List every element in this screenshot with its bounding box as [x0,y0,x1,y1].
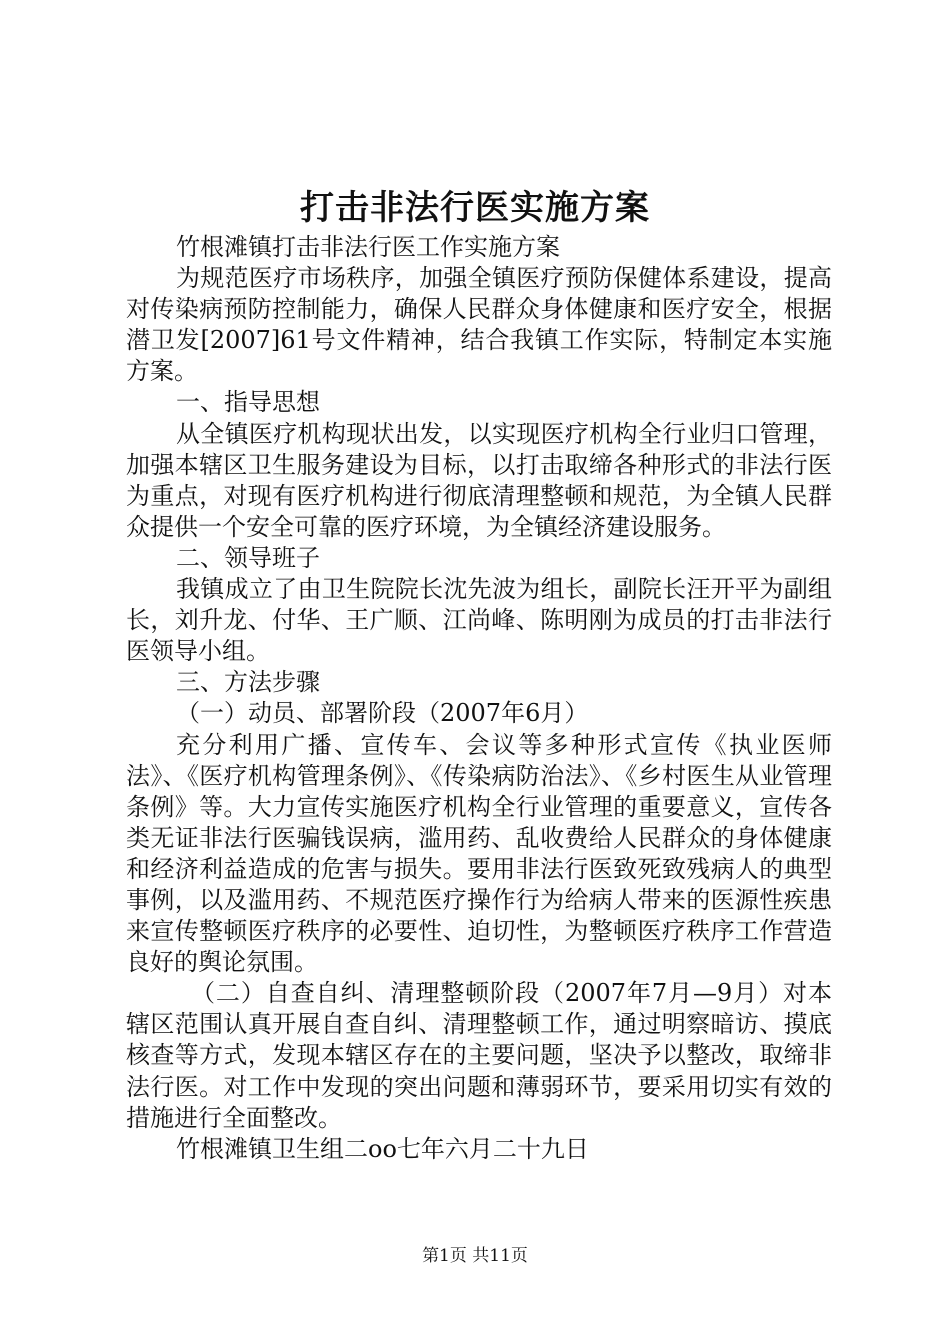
section-heading-guiding-thought: 一、指导思想 [176,388,320,417]
document-subtitle: 竹根滩镇打击非法行医工作实施方案 [176,233,560,261]
section-heading-steps: 三、方法步骤 [176,668,320,697]
guiding-thought-paragraph: 从全镇医疗机构现状出发，以实现医疗机构全行业归口管理，加强本辖区卫生服务建设为目标，以打击取缔各种形式的非法行医为重点，对现有医疗机构进行彻底清理整顿和规范，为全镇人民群众提供一个安全可靠的医疗环境，为全镇经济建设服务。 [126,419,832,541]
intro-paragraph: 为规范医疗市场秩序，加强全镇医疗预防保健体系建设，提高对传染病预防控制能力，确保人民群众身体健康和医疗安全，根据潜卫发[2007]61号文件精神，结合我镇工作实际，特制定本实施方案。 [126,264,832,386]
document-body [126,232,832,1165]
section-heading-leadership: 二、领导班子 [176,543,320,572]
leadership-paragraph: 我镇成立了由卫生院院长沈先波为组长，副院长汪开平为副组长，刘升龙、付华、王广顺、江尚峰、陈明刚为成员的打击非法行医领导小组。 [126,575,832,666]
page-number-footer: 第1页 共11页 [422,1246,528,1266]
signature-line: 竹根滩镇卫生组二oo七年六月二十九日 [176,1134,589,1163]
document-title: 打击非法行医实施方案 [300,188,650,228]
subsection-heading-mobilization: （一）动员、部署阶段（2007年6月） [176,699,589,728]
mobilization-paragraph: 充分利用广播、宣传车、会议等多种形式宣传《执业医师法》、《医疗机构管理条例》、《传染病防治法》、《乡村医生从业管理条例》等。大力宣传实施医疗机构全行业管理的重要意义，宣传各类无证非法行医骗钱误病，滥用药、乱收费给人民群众的身体健康和经济利益造成的危害与损失。要用非法行医致死致残病人的典型事例，以及滥用药、不规范医疗操作行为给病人带来的医源性疾患来宣传整顿医疗秩序的必要性、迫切性，为整顿医疗秩序工作营造良好的舆论氛围。 [126,730,832,977]
self-inspection-paragraph: （二）自查自纠、清理整顿阶段（2007年7月—9月）对本辖区范围认真开展自查自纠、清理整顿工作，通过明察暗访、摸底核查等方式，发现本辖区存在的主要问题，坚决予以整改，取缔非法行医。对工作中发现的突出问题和薄弱环节，要采用切实有效的措施进行全面整改。 [126,979,832,1132]
